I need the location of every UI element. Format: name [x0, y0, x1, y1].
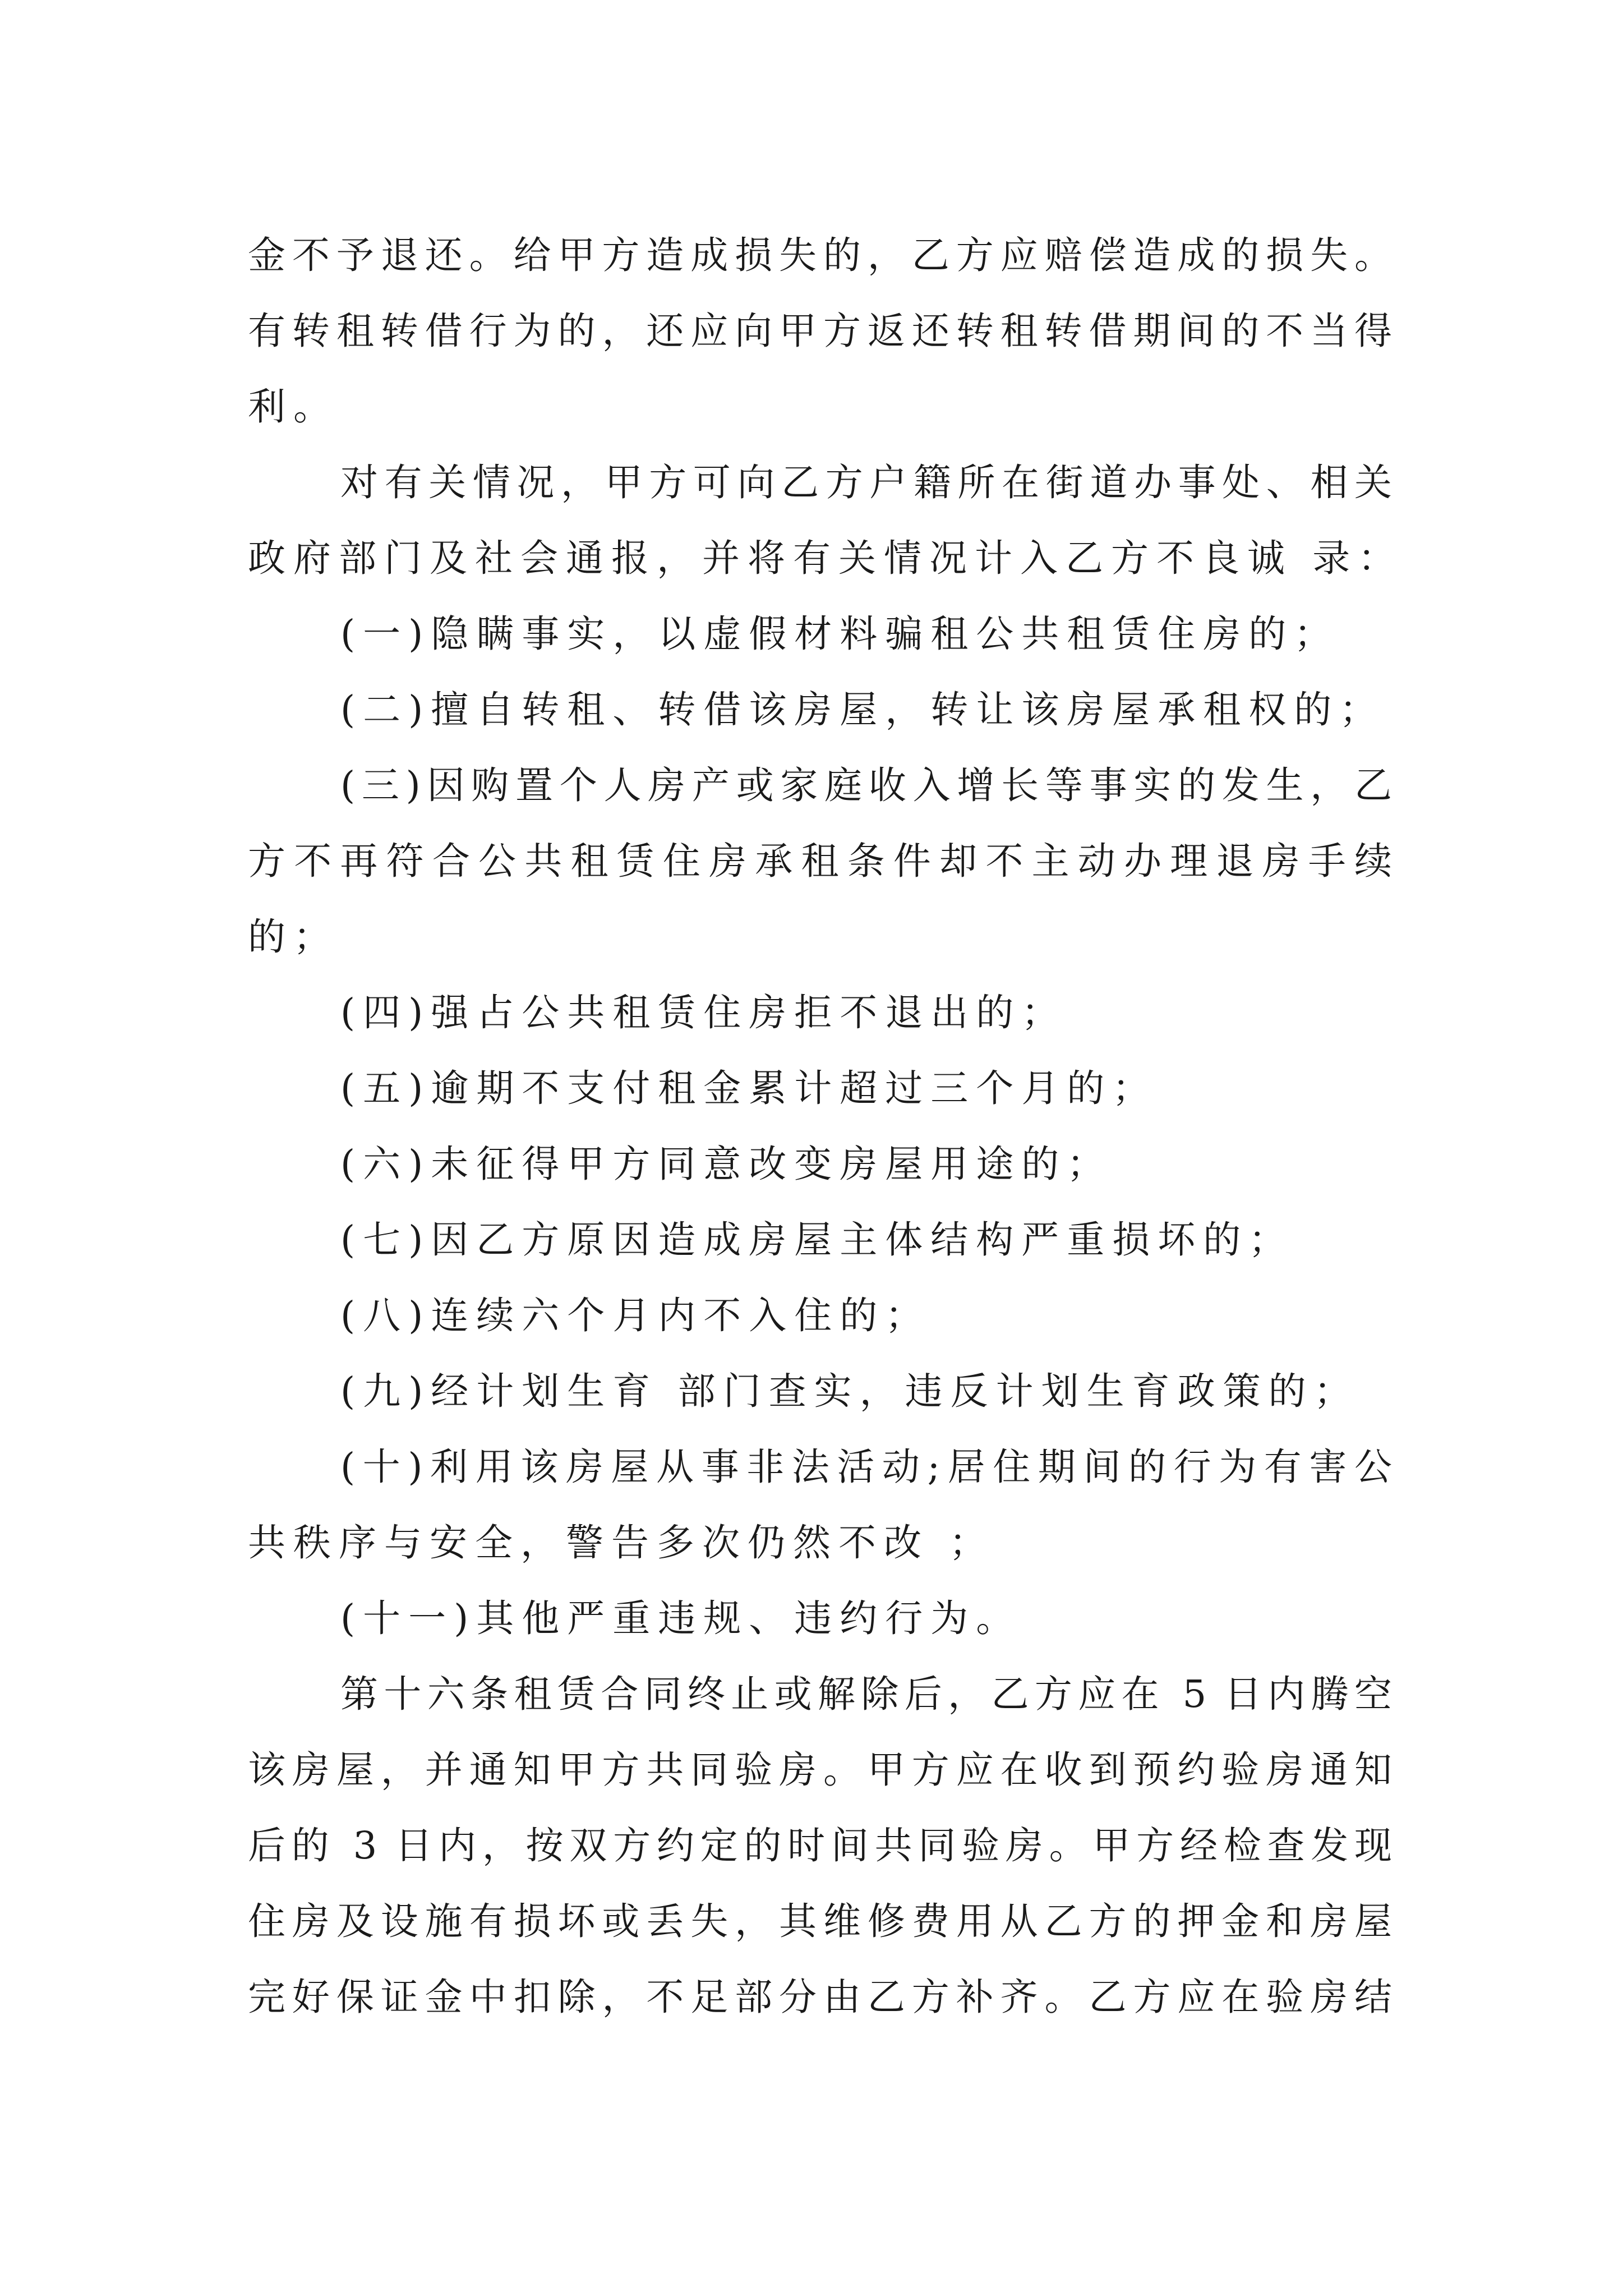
text-line: 政府部门及社会通报，并将有关情况计入乙方不良诚 录： — [248, 536, 1404, 580]
text-line: (四)强占公共租赁住房拒不退出的； — [340, 991, 1067, 1034]
text-line: (二)擅自转租、转借该房屋，转让该房屋承租权的； — [340, 688, 1385, 731]
text-line: (七)因乙方原因造成房屋主体结构严重损坏的； — [340, 1218, 1294, 1262]
text-line: (六)未征得甲方同意改变房屋用途的； — [340, 1142, 1113, 1186]
text-line: 该房屋，并通知甲方共同验房。甲方应在收到预约验房通知 — [248, 1748, 1392, 1792]
text-line: (一)隐瞒事实，以虚假材料骗租公共租赁住房的； — [340, 612, 1340, 656]
text-line: 方不再符合公共租赁住房承租条件却不主动办理退房手续 — [248, 839, 1392, 883]
text-line: 完好保证金中扣除，不足部分由乙方补齐。乙方应在验房结 — [248, 1975, 1392, 2019]
text-line: (三)因购置个人房产或家庭收入增长等事实的发生，乙 — [340, 763, 1392, 807]
text-line: 第十六条租赁合同终止或解除后，乙方应在 5 日内腾空 — [340, 1672, 1392, 1716]
text-line: (十一)其他严重违规、违约行为。 — [340, 1596, 1022, 1640]
document-body — [248, 218, 1404, 2035]
text-line: 对有关情况，甲方可向乙方户籍所在街道办事处、相关 — [340, 461, 1392, 504]
text-line: (九)经计划生育 部门查实，违反计划生育政策的； — [340, 1369, 1359, 1413]
text-line: 有转租转借行为的，还应向甲方返还转租转借期间的不当得 — [248, 309, 1392, 353]
text-line: 共秩序与安全，警告多次仍然不改 ； — [248, 1521, 995, 1565]
text-line: 的； — [248, 915, 339, 959]
text-line: (五)逾期不支付租金累计超过三个月的； — [340, 1066, 1158, 1110]
text-line: (十)利用该房屋从事非法活动;居住期间的行为有害公 — [340, 1445, 1392, 1489]
text-line: 后的 3 日内，按双方约定的时间共同验房。甲方经检查发现 — [248, 1824, 1392, 1867]
text-line: 住房及设施有损坏或丢失，其维修费用从乙方的押金和房屋 — [248, 1899, 1392, 1943]
text-line: 金不予退还。给甲方造成损失的，乙方应赔偿造成的损失。 — [248, 233, 1392, 277]
text-line: (八)连续六个月内不入住的； — [340, 1294, 931, 1337]
text-line: 利。 — [248, 385, 339, 429]
